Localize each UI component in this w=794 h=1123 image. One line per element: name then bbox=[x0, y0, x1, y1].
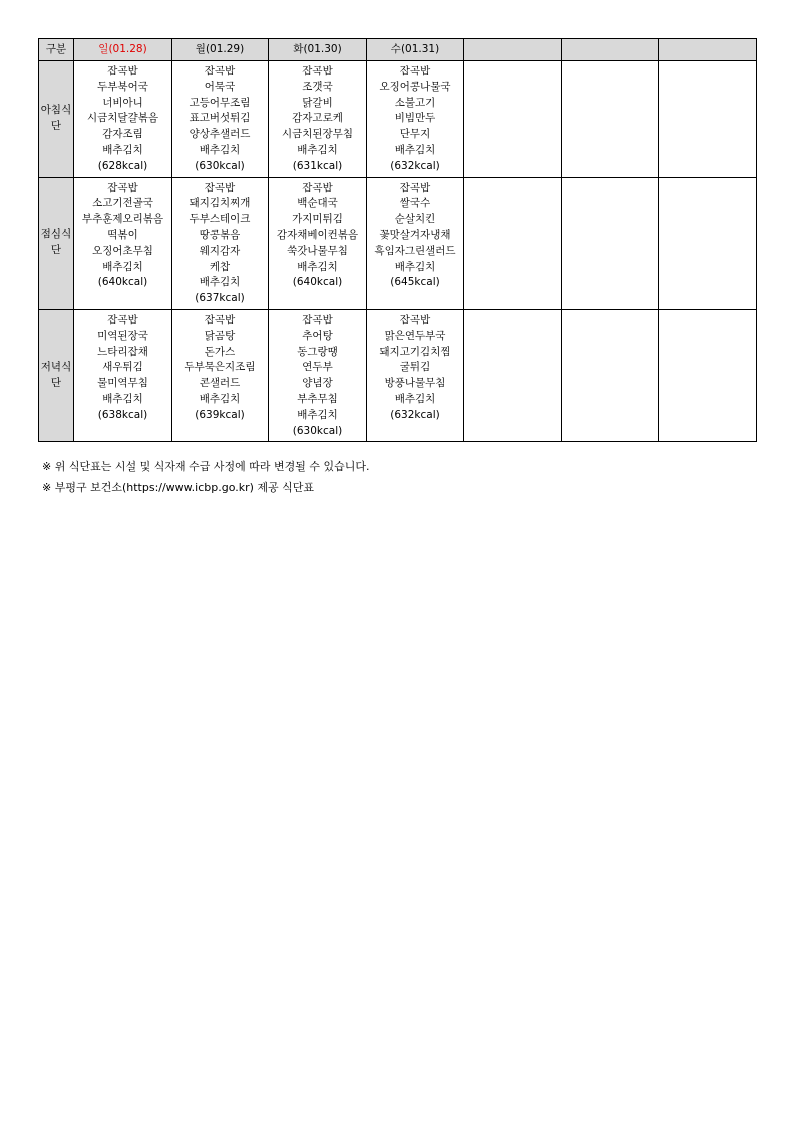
notes bbox=[42, 456, 369, 498]
menu-cell bbox=[659, 177, 757, 309]
menu-item: 배추김치 bbox=[102, 260, 143, 273]
header-day-empty bbox=[562, 39, 659, 61]
menu-item: 오징어초무침 bbox=[92, 244, 153, 257]
meal-plan-table bbox=[38, 38, 757, 442]
menu-item: 돼지김치찌개 bbox=[189, 197, 251, 210]
meal-row-lunch bbox=[39, 177, 757, 309]
menu-item: 잡곡밥 bbox=[302, 313, 333, 326]
header-row bbox=[39, 39, 757, 61]
menu-item: 돈가스 bbox=[204, 345, 236, 358]
note-change-notice: ※ 위 식단표는 시설 및 식자재 수급 사정에 따라 변경될 수 있습니다. bbox=[42, 460, 370, 473]
menu-item: 물미역무침 bbox=[97, 377, 148, 390]
menu-item: 가지미튀김 bbox=[292, 213, 343, 226]
menu-item: 느타리잡채 bbox=[97, 345, 148, 358]
menu-item: 고등어무조림 bbox=[189, 96, 251, 109]
menu-item: 꽃맛살겨자냉채 bbox=[379, 228, 451, 241]
menu-item: 닭곰탕 bbox=[204, 329, 236, 342]
menu-item: 추어탕 bbox=[302, 329, 333, 342]
header-day-empty bbox=[464, 39, 562, 61]
menu-item: 케찹 bbox=[209, 260, 231, 273]
menu-item: 단무지 bbox=[399, 128, 431, 141]
menu-item: 잡곡밥 bbox=[107, 181, 138, 194]
menu-item: 배추김치 bbox=[297, 260, 338, 273]
menu-item: 감자고로케 bbox=[292, 112, 343, 125]
menu-item: 잡곡밥 bbox=[204, 181, 236, 194]
menu-item: 부추훈제오리볶음 bbox=[81, 213, 164, 226]
menu-item: 잡곡밥 bbox=[107, 313, 138, 326]
menu-cell bbox=[172, 309, 269, 441]
menu-item: 웨지감자 bbox=[199, 244, 241, 257]
menu-item: 연두부 bbox=[302, 361, 333, 374]
menu-item: 잡곡밥 bbox=[399, 313, 431, 326]
menu-cell bbox=[562, 309, 659, 441]
menu-item: (645kcal) bbox=[390, 276, 440, 289]
menu-item: 잡곡밥 bbox=[204, 313, 236, 326]
menu-item: 미역된장국 bbox=[97, 329, 148, 342]
menu-item: 잡곡밥 bbox=[399, 181, 431, 194]
meal-label-line: 점심 bbox=[40, 228, 62, 241]
menu-item: (640kcal) bbox=[97, 276, 148, 289]
menu-item: (628kcal) bbox=[97, 159, 148, 172]
menu-item: 오징어콩나물국 bbox=[379, 80, 451, 93]
menu-item: 양념장 bbox=[302, 377, 333, 390]
menu-cell bbox=[367, 177, 464, 309]
menu-item: 배추김치 bbox=[199, 143, 241, 156]
menu-cell bbox=[367, 61, 464, 178]
menu-cell bbox=[74, 309, 172, 441]
meal-label bbox=[39, 61, 74, 178]
meal-label-line: 식단 bbox=[50, 103, 72, 132]
menu-item: (630kcal) bbox=[195, 159, 245, 172]
menu-item: 순살치킨 bbox=[394, 213, 436, 226]
meal-label-line: 아침 bbox=[40, 103, 62, 116]
meal-row-dinner bbox=[39, 309, 757, 441]
menu-item: 백순대국 bbox=[297, 197, 338, 210]
menu-item: 감자채베이컨볶음 bbox=[276, 228, 359, 241]
menu-cell bbox=[659, 61, 757, 178]
menu-item: 배추김치 bbox=[394, 143, 436, 156]
menu-item: 배추김치 bbox=[297, 143, 338, 156]
menu-item: 떡볶이 bbox=[107, 228, 138, 241]
menu-item: 두부스테이크 bbox=[189, 213, 251, 226]
menu-item: 방풍나물무침 bbox=[384, 377, 446, 390]
meal-label bbox=[39, 309, 74, 441]
meal-row-breakfast bbox=[39, 61, 757, 178]
header-day-tuesday: 화(01.30) bbox=[269, 39, 367, 61]
meal-label-line: 식단 bbox=[50, 360, 72, 389]
menu-cell bbox=[269, 309, 367, 441]
menu-item: 조갯국 bbox=[302, 80, 333, 93]
menu-item: 콘샐러드 bbox=[199, 377, 241, 390]
menu-item: 시금치된장무침 bbox=[281, 128, 353, 141]
note-source: ※ 부평구 보건소(https://www.icbp.go.kr) 제공 식단표 bbox=[42, 481, 315, 494]
meal-label-line: 식단 bbox=[50, 228, 72, 257]
menu-item: 양상추샐러드 bbox=[189, 128, 251, 141]
menu-cell bbox=[562, 61, 659, 178]
menu-item: 소불고기 bbox=[394, 96, 436, 109]
menu-item: 부추무침 bbox=[297, 392, 338, 405]
menu-item: 배추김치 bbox=[102, 143, 143, 156]
header-day-sunday: 일(01.28) bbox=[74, 39, 172, 61]
menu-item: (632kcal) bbox=[390, 408, 440, 421]
menu-cell bbox=[172, 177, 269, 309]
menu-item: 쌀국수 bbox=[399, 197, 431, 210]
meal-label-line: 저녁 bbox=[40, 360, 62, 373]
menu-cell bbox=[172, 61, 269, 178]
menu-cell bbox=[464, 309, 562, 441]
menu-item: 표고버섯튀김 bbox=[189, 112, 251, 125]
menu-item: 잡곡밥 bbox=[107, 65, 138, 77]
menu-item: 시금치달걀볶음 bbox=[86, 112, 158, 125]
menu-item: 잡곡밥 bbox=[302, 65, 333, 77]
menu-item: 어묵국 bbox=[204, 80, 236, 93]
menu-cell bbox=[464, 177, 562, 309]
menu-item: 잡곡밥 bbox=[302, 181, 333, 194]
menu-item: 감자조림 bbox=[102, 128, 143, 141]
menu-item: 쑥갓나물무침 bbox=[287, 244, 348, 257]
menu-item: 잡곡밥 bbox=[204, 65, 236, 77]
menu-item: (639kcal) bbox=[195, 408, 245, 421]
menu-item: 동그랑땡 bbox=[297, 345, 338, 358]
menu-item: (630kcal) bbox=[292, 424, 343, 437]
menu-item: 너비아니 bbox=[102, 96, 143, 109]
menu-cell bbox=[74, 61, 172, 178]
menu-item: 두부북어국 bbox=[97, 80, 148, 93]
menu-item: (631kcal) bbox=[292, 159, 343, 172]
menu-item: (632kcal) bbox=[390, 159, 440, 172]
menu-item: (638kcal) bbox=[97, 408, 148, 421]
menu-cell bbox=[464, 61, 562, 178]
header-day-wednesday: 수(01.31) bbox=[367, 39, 464, 61]
menu-cell bbox=[74, 177, 172, 309]
menu-cell bbox=[367, 309, 464, 441]
menu-item: (640kcal) bbox=[292, 276, 343, 289]
menu-cell bbox=[269, 61, 367, 178]
menu-item: 잡곡밥 bbox=[399, 65, 431, 77]
menu-cell bbox=[562, 177, 659, 309]
header-day-monday: 월(01.29) bbox=[172, 39, 269, 61]
menu-item: 흑임자그린샐러드 bbox=[374, 244, 456, 257]
menu-item: 땅콩볶음 bbox=[199, 228, 241, 241]
menu-item: 배추김치 bbox=[297, 408, 338, 421]
menu-item: 굴튀김 bbox=[399, 361, 431, 374]
menu-item: 돼지고기김치찜 bbox=[379, 345, 451, 358]
menu-item: 새우튀김 bbox=[102, 361, 143, 374]
header-day-empty bbox=[659, 39, 757, 61]
menu-item: 배추김치 bbox=[394, 392, 436, 405]
menu-item: 배추김치 bbox=[199, 392, 241, 405]
menu-cell bbox=[659, 309, 757, 441]
header-category: 구분 bbox=[39, 39, 74, 61]
menu-item: (637kcal) bbox=[195, 292, 245, 305]
meal-label bbox=[39, 177, 74, 309]
menu-item: 비빔만두 bbox=[394, 112, 436, 125]
menu-cell bbox=[269, 177, 367, 309]
menu-item: 두부묵은지조림 bbox=[184, 361, 256, 374]
menu-item: 소고기전골국 bbox=[92, 197, 153, 210]
menu-item: 배추김치 bbox=[199, 276, 241, 289]
menu-item: 닭갈비 bbox=[302, 96, 333, 109]
menu-item: 배추김치 bbox=[394, 260, 436, 273]
menu-item: 배추김치 bbox=[102, 392, 143, 405]
menu-item: 맑은연두부국 bbox=[384, 329, 446, 342]
